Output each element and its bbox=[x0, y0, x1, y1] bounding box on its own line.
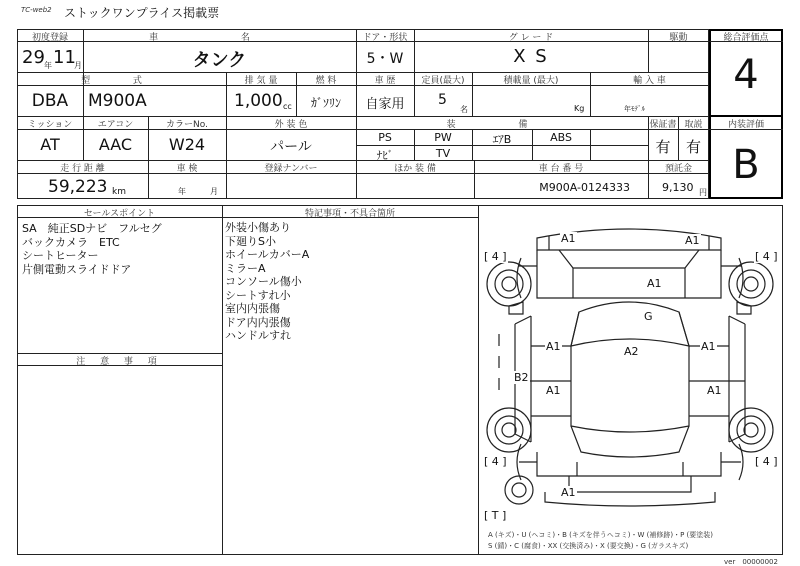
aircon-label: エアコン bbox=[97, 120, 134, 130]
damage-mark: A1 bbox=[546, 340, 561, 353]
color-no-label: カラーNo. bbox=[166, 120, 208, 130]
list-item: SA 純正SDナビ フルセグ bbox=[22, 222, 162, 235]
displacement-label: 排 気 量 bbox=[244, 76, 278, 86]
inspection-label: 車 検 bbox=[176, 164, 198, 174]
equip-ps: PS bbox=[378, 131, 392, 144]
interior-eval-label: 内装評価 bbox=[727, 120, 764, 130]
grade-label: グ レ ー ド bbox=[508, 33, 554, 43]
door-type-label: ドア・形状 bbox=[362, 33, 408, 43]
deposit-unit: 円 bbox=[699, 188, 707, 197]
damage-mark: A1 bbox=[546, 384, 561, 397]
cautions-label: 注 意 事 項 bbox=[76, 357, 163, 367]
damage-mark: A1 bbox=[685, 234, 700, 247]
deposit-value: 9,130 bbox=[662, 181, 694, 194]
list-item: シートすれ小 bbox=[225, 288, 291, 302]
fuel-label: 燃 料 bbox=[315, 76, 337, 86]
version-label: ver 00000002 bbox=[724, 558, 778, 566]
grade: X S bbox=[513, 46, 549, 67]
list-item: ミラーA bbox=[225, 261, 266, 275]
load-label: 積載量 (最大) bbox=[503, 76, 559, 86]
chassis-label: 車 台 番 号 bbox=[538, 164, 584, 174]
manual-value: 有 bbox=[685, 138, 701, 156]
mileage-value: 59,223 bbox=[48, 177, 108, 197]
list-item: ハンドルすれ bbox=[225, 329, 291, 342]
history-label: 車 歴 bbox=[374, 76, 396, 86]
car-name: タンク bbox=[192, 50, 247, 71]
manual-label: 取説 bbox=[684, 120, 703, 130]
damage-mark: A1 bbox=[647, 277, 662, 290]
tire-front-left: [ 4 ] bbox=[484, 250, 507, 263]
tire-rear-left: [ 4 ] bbox=[484, 455, 507, 468]
tire-front-right: [ 4 ] bbox=[755, 250, 778, 263]
load-unit: Kg bbox=[574, 104, 585, 113]
equip-abs: ABS bbox=[550, 131, 572, 144]
page-title: ストックワンプライス掲載票 bbox=[64, 6, 220, 20]
aircon-value: AAC bbox=[98, 135, 133, 154]
legend-line-2: S (錆)・C (腐食)・XX (交換済み)・X (要交換)・G (ガラスキズ) bbox=[488, 542, 689, 550]
car-name-label: 車 名 bbox=[149, 33, 290, 43]
model-prefix: DBA bbox=[31, 91, 69, 111]
list-item: 下廻りS小 bbox=[225, 234, 276, 248]
reg-number-label: 登録ナンバー bbox=[264, 164, 318, 174]
chassis-value: M900A-0124333 bbox=[539, 181, 630, 194]
damage-mark: G bbox=[644, 310, 653, 323]
damage-mark: A1 bbox=[707, 384, 722, 397]
equip-airbag: ｴｱB bbox=[492, 133, 512, 146]
list-item: 外装小傷あり bbox=[225, 221, 291, 234]
ext-color-value: パール bbox=[270, 139, 312, 155]
damage-mark: B2 bbox=[514, 371, 529, 384]
list-item: 室内内張傷 bbox=[225, 302, 280, 315]
import-label: 輸 入 車 bbox=[633, 76, 666, 86]
trunk-label: [ T ] bbox=[484, 509, 507, 522]
first-reg-label: 初度登録 bbox=[31, 33, 68, 43]
overall-eval-label: 総合評価点 bbox=[723, 33, 769, 43]
special-notes-label: 特記事項・不具合箇所 bbox=[304, 209, 395, 219]
capacity-unit: 名 bbox=[460, 105, 468, 114]
drive-label: 駆動 bbox=[669, 33, 688, 43]
deposit-label: 預託金 bbox=[664, 164, 692, 174]
model-code: M900A bbox=[88, 91, 147, 111]
list-item: バックカメラ ETC bbox=[22, 235, 120, 249]
capacity-value: 5 bbox=[438, 92, 447, 108]
damage-mark: A1 bbox=[561, 486, 576, 499]
sales-points-list bbox=[22, 222, 162, 276]
displacement-unit: cc bbox=[283, 102, 292, 111]
list-item: シートヒーター bbox=[22, 249, 99, 262]
history-value: 自家用 bbox=[365, 97, 405, 112]
reg-month: 11 bbox=[53, 47, 76, 68]
list-item: ドア内内張傷 bbox=[225, 315, 291, 329]
equip-tv: TV bbox=[435, 147, 451, 160]
logo: TC-web2 bbox=[21, 6, 52, 14]
list-item: コンソール傷小 bbox=[225, 275, 302, 288]
fuel-value: ｶﾞｿﾘﾝ bbox=[310, 96, 341, 110]
interior-score: B bbox=[732, 142, 760, 188]
overall-score: 4 bbox=[733, 52, 759, 98]
equip-pw: PW bbox=[434, 131, 452, 144]
model-label: 型 式 bbox=[81, 76, 162, 86]
equip-label: 装 備 bbox=[446, 120, 558, 130]
door-type: 5・W bbox=[366, 51, 404, 67]
reg-year-unit: 年 bbox=[44, 61, 52, 70]
color-no-value: W24 bbox=[168, 135, 206, 154]
sales-points-label: セールスポイント bbox=[83, 209, 156, 219]
special-notes-list bbox=[225, 221, 309, 343]
mission-label: ミッション bbox=[27, 120, 73, 130]
displacement-value: 1,000 bbox=[234, 91, 283, 111]
capacity-label: 定員(最大) bbox=[421, 76, 465, 86]
ext-color-label: 外 装 色 bbox=[274, 120, 308, 130]
mileage-unit: km bbox=[112, 187, 126, 197]
tire-rear-right: [ 4 ] bbox=[755, 455, 778, 468]
car-diagram bbox=[479, 206, 782, 526]
reg-year: 29 bbox=[22, 47, 45, 68]
mission-value: AT bbox=[40, 135, 60, 154]
warranty-value: 有 bbox=[655, 138, 671, 156]
equip-navi: ﾅﾋﾞ bbox=[376, 149, 394, 162]
other-equip-label: ほか 装 備 bbox=[394, 164, 436, 174]
damage-mark: A1 bbox=[561, 232, 576, 245]
reg-month-unit: 月 bbox=[74, 61, 82, 70]
warranty-label: 保証書 bbox=[649, 120, 677, 130]
list-item: ホイールカバーA bbox=[225, 248, 310, 261]
mileage-label: 走 行 距 離 bbox=[60, 164, 105, 174]
import-note: 年ﾓﾃﾞﾙ bbox=[624, 105, 645, 113]
insp-month-unit: 月 bbox=[210, 187, 218, 196]
damage-mark: A2 bbox=[624, 345, 639, 358]
list-item: 片側電動スライドドア bbox=[22, 262, 132, 276]
damage-mark: A1 bbox=[701, 340, 716, 353]
legend-line-1: A (キズ)・U (ヘコミ)・B (キズを伴うヘコミ)・W (補修跡)・P (要塗装) bbox=[488, 531, 714, 539]
insp-year-unit: 年 bbox=[178, 187, 186, 196]
